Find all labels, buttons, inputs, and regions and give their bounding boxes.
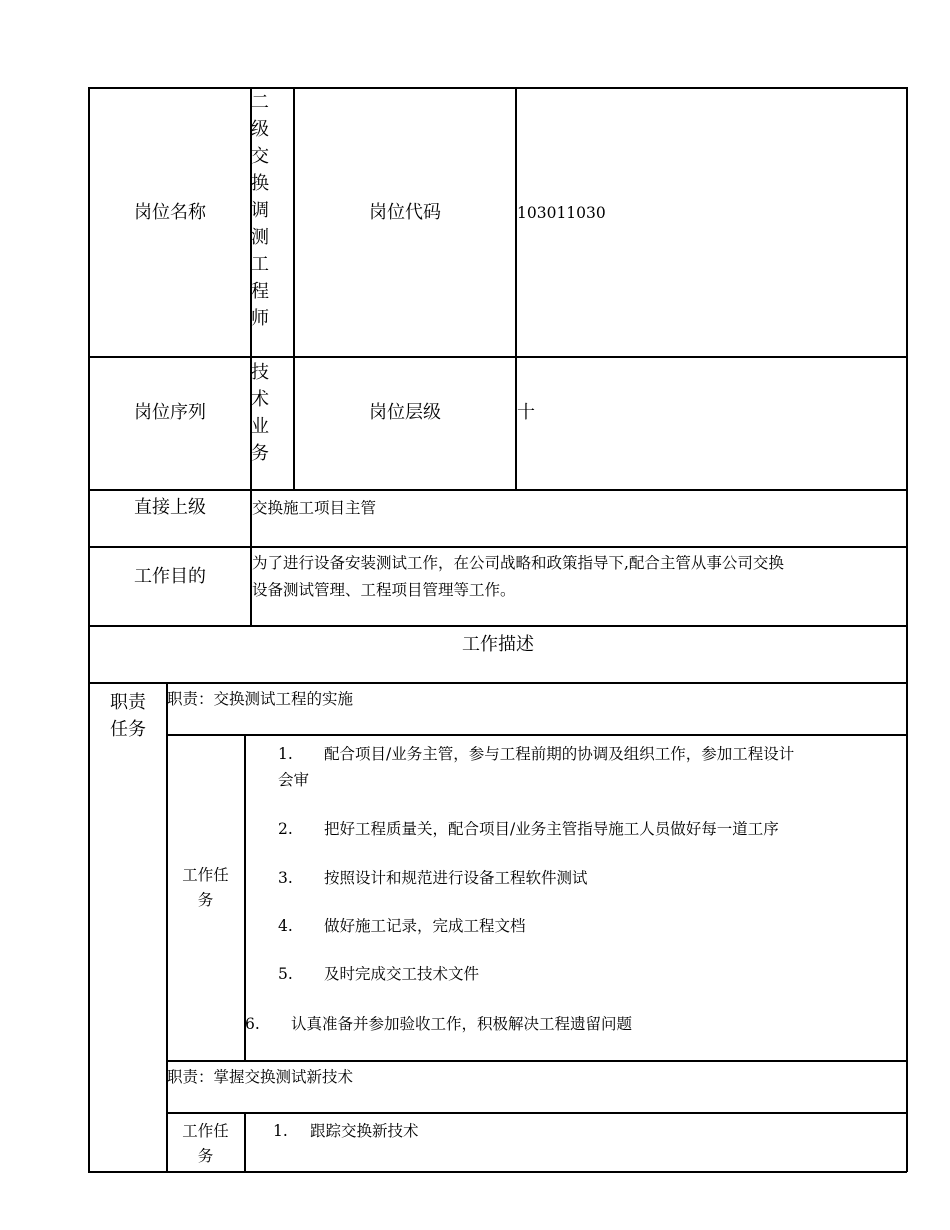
- position-name-label: 岗位名称: [134, 202, 206, 223]
- char: 务: [251, 443, 269, 464]
- row-divider: [88, 546, 907, 548]
- task-label: [167, 1119, 244, 1169]
- char: 工: [251, 254, 269, 275]
- task-label-line: 务: [197, 891, 214, 909]
- table-border-bottom: [88, 1171, 907, 1173]
- position-code-value: 103011030: [517, 204, 606, 222]
- char: 程: [251, 281, 269, 302]
- task-number: 5.: [278, 965, 293, 983]
- row-divider: [88, 682, 907, 684]
- char: 术: [251, 389, 269, 410]
- position-level-label: 岗位层级: [369, 402, 441, 423]
- row-divider: [88, 489, 907, 491]
- position-level-value: 十: [517, 402, 535, 423]
- task-text: 配合项目/业务主管，参与工程前期的协调及组织工作，参加工程设计: [324, 745, 795, 763]
- task-number: 6.: [245, 1015, 260, 1033]
- duties-tasks-label: [90, 689, 166, 743]
- work-purpose-line: 为了进行设备安装测试工作，在公司战略和政策指导下,配合主管从事公司交换: [252, 554, 784, 572]
- col-divider: [166, 682, 168, 1172]
- row-divider: [88, 625, 907, 627]
- direct-superior-value: 交换施工项目主管: [252, 499, 377, 517]
- task-text: 按照设计和规范进行设备工程软件测试: [324, 869, 588, 887]
- char: 二: [251, 92, 269, 113]
- task-number: 1.: [273, 1122, 288, 1140]
- char: 交: [251, 146, 269, 167]
- task-text: 做好施工记录，完成工程文档: [324, 917, 526, 935]
- duty-title: 职责：掌握交换测试新技术: [167, 1068, 354, 1086]
- task-text: 及时完成交工技术文件: [324, 965, 480, 983]
- position-sequence-value: [251, 359, 273, 467]
- work-purpose-line: 设备测试管理、工程项目管理等工作。: [252, 581, 516, 599]
- duty-title: 职责：交换测试工程的实施: [167, 690, 354, 708]
- task-text: 跟踪交换新技术: [310, 1122, 419, 1140]
- row-divider: [88, 356, 907, 358]
- position-code-label: 岗位代码: [369, 202, 441, 223]
- work-purpose-label: 工作目的: [134, 566, 206, 587]
- task-text: 把好工程质量关，配合项目/业务主管指导施工人员做好每一道工序: [324, 820, 779, 838]
- table-border-top: [88, 87, 907, 89]
- row-divider: [166, 1112, 907, 1114]
- task-label-line: 务: [197, 1147, 214, 1165]
- table-border-right: [906, 87, 908, 1172]
- task-number: 2.: [278, 820, 293, 838]
- position-name-value: [251, 89, 273, 332]
- duties-tasks-label-line: 职责: [110, 692, 146, 713]
- char: 换: [251, 173, 269, 194]
- task-text: 认真准备并参加验收工作，积极解决工程遗留问题: [291, 1015, 633, 1033]
- char: 调: [251, 200, 269, 221]
- row-divider: [166, 1060, 907, 1062]
- work-description-title: 工作描述: [462, 634, 534, 655]
- task-label-line: 工作任: [182, 1122, 229, 1140]
- col-divider: [244, 1112, 246, 1172]
- table-border-left: [88, 87, 90, 1172]
- char: 业: [251, 416, 269, 437]
- char: 技: [251, 362, 269, 383]
- char: 师: [251, 308, 269, 329]
- task-label-line: 工作任: [182, 866, 229, 884]
- task-number: 4.: [278, 917, 293, 935]
- direct-superior-label: 直接上级: [134, 497, 206, 518]
- position-sequence-label: 岗位序列: [134, 402, 206, 423]
- col-divider: [293, 87, 295, 490]
- task-text-continued: 会审: [278, 771, 310, 789]
- col-divider: [515, 87, 517, 490]
- task-number: 3.: [278, 869, 293, 887]
- row-divider: [166, 734, 907, 736]
- duties-tasks-label-line: 任务: [110, 719, 146, 740]
- char: 级: [251, 119, 269, 140]
- task-number: 1.: [278, 745, 293, 763]
- task-label: [167, 863, 244, 913]
- char: 测: [251, 227, 269, 248]
